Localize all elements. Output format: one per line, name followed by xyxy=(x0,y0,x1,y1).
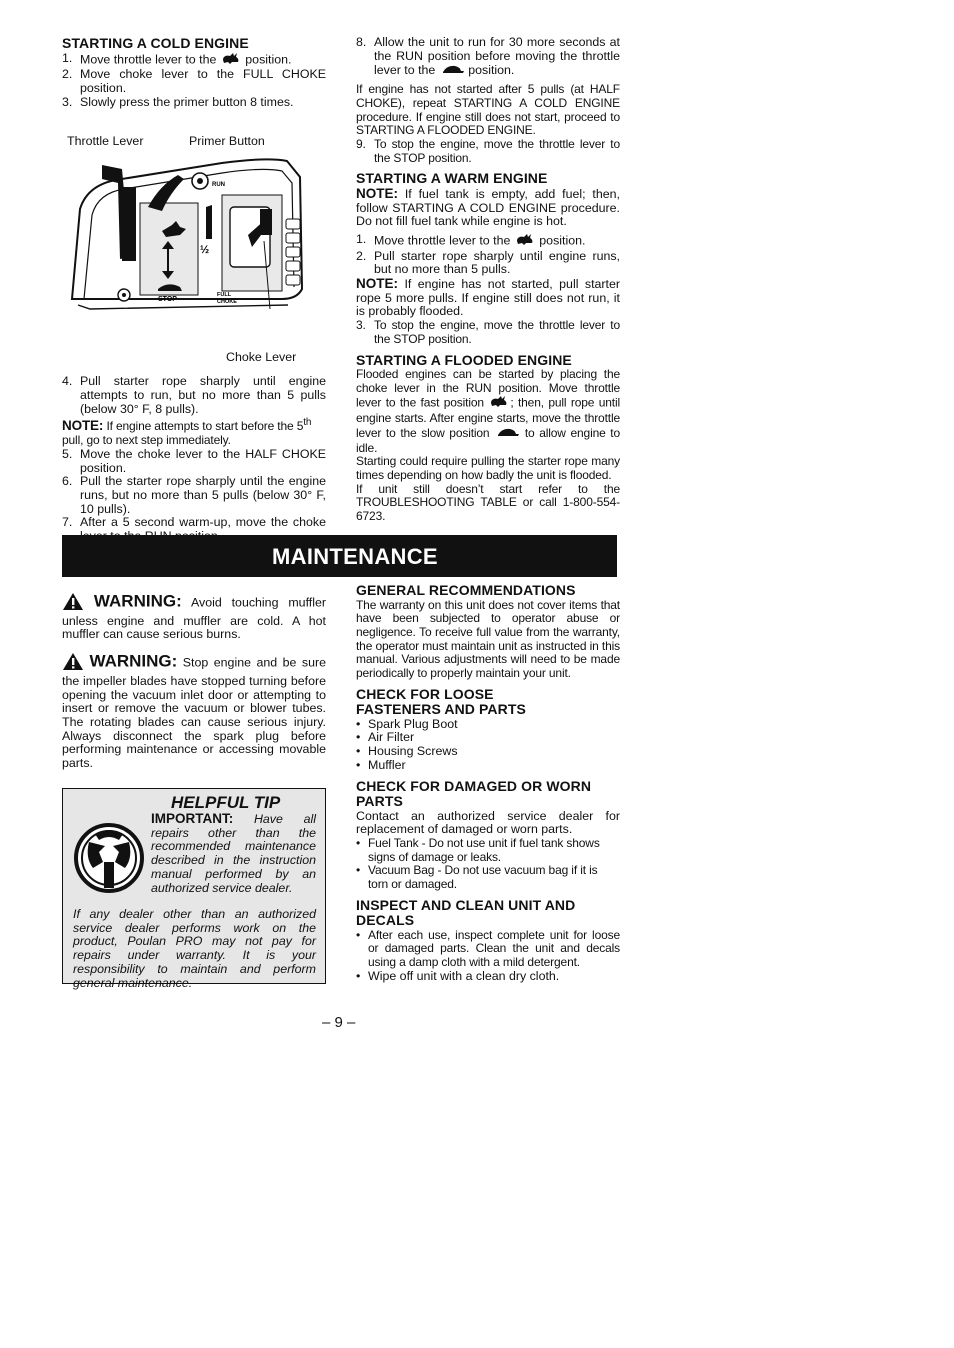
damaged-parts-list xyxy=(356,837,620,892)
loose-fasteners-list xyxy=(356,718,620,773)
warm-engine-note-2: NOTE: If engine has not started, pull starter rope 5 more pulls. If engine still does not run, it is probably flooded. xyxy=(356,276,620,319)
svg-text:FULL: FULL xyxy=(217,292,232,299)
cold-engine-title: STARTING A COLD ENGINE xyxy=(62,35,249,51)
warning-triangle-icon xyxy=(62,592,84,615)
inspect-clean-list xyxy=(356,929,620,984)
list-item: 9. To stop the engine, move the throttle lever to the STOP position. xyxy=(356,136,620,165)
list-item: • Housing Screws xyxy=(356,744,458,759)
control-panel-diagram xyxy=(62,135,326,367)
troubleshooting-paragraph: If unit still doesn’t start refer to the TROUBLESHOOTING TABLE or call 1-800-554-6723. xyxy=(356,481,620,524)
warning-triangle-icon xyxy=(62,652,84,675)
list-item: • Vacuum Bag - Do not use vacuum bag if it is torn or damaged. xyxy=(356,863,598,892)
maintenance-left-column xyxy=(62,592,326,771)
right-column xyxy=(356,36,620,524)
general-recommendations-title: GENERAL RECOMMENDATIONS xyxy=(356,582,576,598)
helpful-tip-box xyxy=(62,788,326,990)
inspect-clean-title: INSPECT AND CLEAN UNIT AND DECALS xyxy=(356,896,576,929)
list-item: 6. Pull the starter rope sharply until the engine runs, but no more than 5 pulls (below 30° F, 10 pulls). xyxy=(62,474,326,516)
note-fifth-pull: NOTE: If engine attempts to start before the 5th pull, go to next step immediately. xyxy=(62,417,312,448)
left-column xyxy=(62,36,326,544)
svg-text:CHOKE: CHOKE xyxy=(217,299,237,306)
rabbit-icon xyxy=(514,233,536,250)
wrench-icon xyxy=(73,812,149,908)
turtle-icon xyxy=(439,63,465,79)
flooded-engine-paragraph: Flooded engines can be started by placing the choke lever in the RUN position. Move throttle lever to the fast position ; then, pull rope until engine starts. After engine starts, move the throttle lever to the slow position to allow engine to idle. xyxy=(356,367,621,455)
list-item: 2. Move choke lever to the FULL CHOKE position. xyxy=(62,67,326,95)
half-choke-paragraph: If engine has not started after 5 pulls (at HALF CHOKE), repeat STARTING A COLD ENGINE procedure. If engine still does not start, proceed to STARTING A FLOODED ENGINE. xyxy=(356,82,620,138)
flooded-engine-paragraph-2: Starting could require pulling the starter rope many times depending on how badly the unit is flooded. xyxy=(356,454,620,482)
list-item: 4. Pull starter rope sharply until engine attempts to run, but no more than 5 pulls (below 30° F, 8 pulls). xyxy=(62,374,326,416)
svg-text:STOP: STOP xyxy=(158,296,177,304)
svg-text:RUN: RUN xyxy=(212,182,225,189)
list-item: • After each use, inspect complete unit for loose or damaged parts. Clean the unit and decals using a damp cloth with a mild detergent. xyxy=(356,927,620,970)
warm-engine-note: NOTE: If fuel tank is empty, add fuel; then, follow STARTING A COLD ENGINE procedure. Do not fill fuel tank while engine is hot. xyxy=(356,185,620,229)
turtle-icon xyxy=(494,426,520,442)
list-item: 8. Allow the unit to run for 30 more seconds at the RUN position before moving the throttle lever to the position. xyxy=(356,35,620,78)
list-item: 5. Move the choke lever to the HALF CHOKE position. xyxy=(62,446,326,475)
list-item: 2. Pull starter rope sharply until engine runs, but no more than 5 pulls. xyxy=(356,248,620,277)
list-item: • Air Filter xyxy=(356,730,415,745)
helpful-tip-title: HELPFUL TIP xyxy=(171,793,281,812)
list-item: • Muffler xyxy=(356,757,406,772)
cold-engine-steps-continued xyxy=(62,448,326,544)
flooded-engine-title: STARTING A FLOODED ENGINE xyxy=(356,351,572,368)
maintenance-right-column xyxy=(356,583,620,984)
loose-fasteners-title: CHECK FOR LOOSE FASTENERS AND PARTS xyxy=(356,685,526,718)
cold-engine-steps xyxy=(62,52,326,110)
page-number: – 9 – xyxy=(322,1014,356,1031)
list-item: 1. Move throttle lever to the position. xyxy=(356,233,620,250)
list-item: 7. After a 5 second warm-up, move the choke xyxy=(62,515,326,530)
damaged-parts-text: Contact an authorized service dealer for replacement of damaged or worn parts. xyxy=(356,808,620,837)
primer-button-label: Primer Button xyxy=(189,134,265,149)
list-item: • Fuel Tank - Do not use unit if fuel tank shows signs of damage or leaks. xyxy=(356,835,600,864)
maintenance-banner xyxy=(62,535,617,577)
maintenance-title: MAINTENANCE xyxy=(272,544,438,569)
warm-engine-title: STARTING A WARM ENGINE xyxy=(356,170,548,187)
list-item: • Spark Plug Boot xyxy=(356,716,458,731)
list-item: 3. Slowly press the primer button 8 times. xyxy=(62,94,294,109)
damaged-parts-title: CHECK FOR DAMAGED OR WORN PARTS xyxy=(356,777,592,810)
warning-muffler: WARNING: Avoid touching muffler unless engine and muffler are cold. A hot muffler can cause serious burns. xyxy=(62,591,326,642)
warm-engine-steps xyxy=(356,233,620,277)
helpful-tip-text: IMPORTANT: Have all repairs other than the recommended maintenance described in the instruction manual performed by an authorized service dealer. If any dealer other than an authorized service dealer performs work on the product, Poulan PRO may not pay for repairs under warranty. It is your responsibility to maintain and perform general maintenance. xyxy=(73,811,316,990)
rabbit-icon xyxy=(488,395,510,412)
list-item: • Wipe off unit with a clean dry cloth. xyxy=(356,968,560,983)
list-item: 1. Move throttle lever to the position. xyxy=(62,52,326,69)
choke-lever-label: Choke Lever xyxy=(226,350,297,365)
general-recommendations-text: The warranty on this unit does not cover items that have been subjected to operator abuse or negligence. To receive full value from the warranty, the operator must maintain unit as instructed in this manual. Various adjustments will need to be made periodically to properly maintain your unit. xyxy=(356,597,620,681)
rabbit-icon xyxy=(220,52,242,69)
list-item: 3. To stop the engine, move the throttle lever to the STOP position. xyxy=(356,318,620,346)
svg-text:½: ½ xyxy=(200,244,210,257)
control-panel-illustration xyxy=(62,149,326,319)
warning-impeller: WARNING: Stop engine and be sure the impeller blades have stopped turning before opening the vacuum inlet door or attempting to insert or remove the vacuum or blower tubes. The rotating blades can cause serious injury. Always disconnect the spark plug before performing maintenance or accessing movable parts. xyxy=(62,651,326,771)
throttle-lever-label: Throttle Lever xyxy=(67,134,144,149)
